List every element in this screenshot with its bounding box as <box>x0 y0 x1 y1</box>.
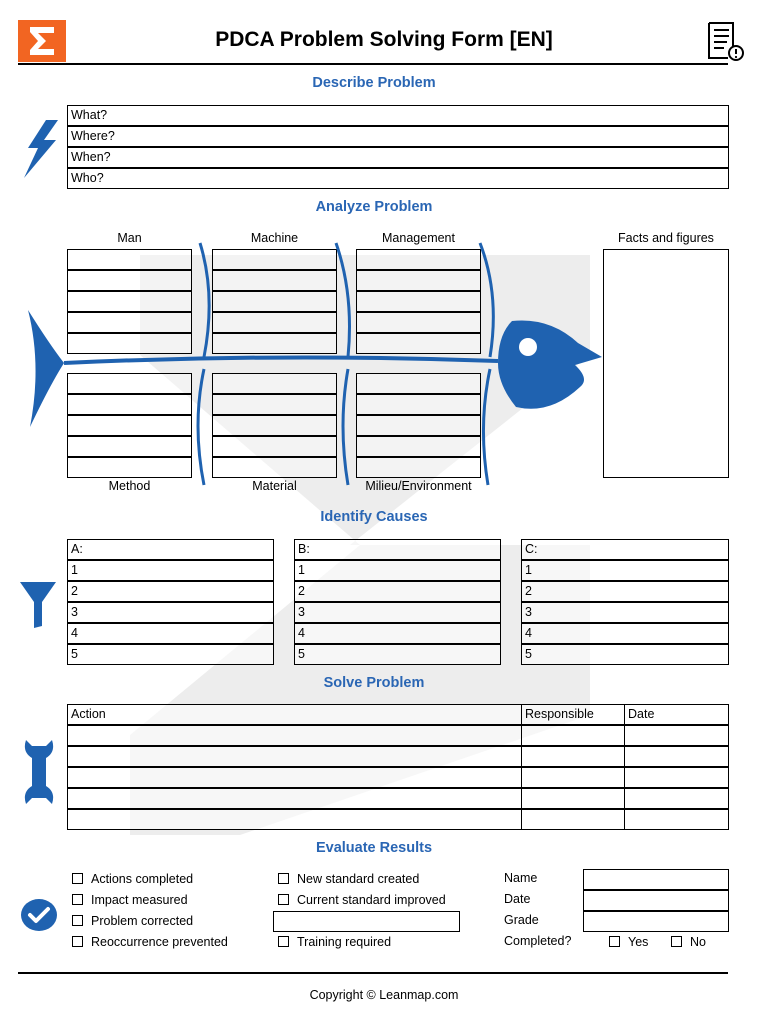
analyze-problem-title: Analyze Problem <box>315 199 433 215</box>
cause-c-row-field[interactable] <box>521 560 729 581</box>
date-field[interactable] <box>624 809 729 830</box>
responsible-column-header: Responsible <box>521 704 625 725</box>
copyright-text: Copyright © Leanmap.com <box>309 988 459 1002</box>
cause-b-row-field[interactable] <box>294 581 501 602</box>
grade-label: Grade <box>504 913 539 927</box>
action-field[interactable] <box>67 767 522 788</box>
responsible-field[interactable] <box>521 725 625 746</box>
cause-c-row-number: 5 <box>525 647 532 661</box>
describe-where-field[interactable] <box>67 126 729 147</box>
cause-a-row-number: 5 <box>71 647 78 661</box>
category-method-label: Method <box>108 479 151 493</box>
cause-b-row-field[interactable] <box>294 623 501 644</box>
cause-c-row-field[interactable] <box>521 644 729 665</box>
describe-when-field[interactable] <box>67 147 729 168</box>
action-column-header: Action <box>67 704 522 725</box>
facts-figures-field[interactable] <box>603 249 729 478</box>
completed-yes-checkbox[interactable]: Yes <box>609 934 648 950</box>
filter-funnel-icon <box>18 578 58 630</box>
describe-where-label: Where? <box>71 129 115 143</box>
evaluate-results-title: Evaluate Results <box>315 840 433 856</box>
impact-measured-checkbox[interactable]: Impact measured <box>72 892 188 908</box>
cause-c-header-label: C: <box>525 542 538 556</box>
fishbone-icon <box>20 235 610 495</box>
facts-figures-label: Facts and figures <box>618 231 714 245</box>
name-field[interactable] <box>583 869 729 890</box>
describe-who-label: Who? <box>71 171 104 185</box>
cause-a-row-field[interactable] <box>67 623 274 644</box>
new-standard-created-checkbox[interactable]: New standard created <box>278 871 419 887</box>
cause-b-row-field[interactable] <box>294 644 501 665</box>
completed-label: Completed? <box>504 934 572 948</box>
completed-no-checkbox[interactable]: No <box>671 934 706 950</box>
action-field[interactable] <box>67 746 522 767</box>
cause-b-row-field[interactable] <box>294 602 501 623</box>
cause-a-row-number: 1 <box>71 563 78 577</box>
date-column-header: Date <box>624 704 729 725</box>
cause-a-row-number: 2 <box>71 584 78 598</box>
category-milieu-label: Milieu/Environment <box>365 479 472 493</box>
cause-c-row-field[interactable] <box>521 602 729 623</box>
date-field[interactable] <box>624 788 729 809</box>
grade-field[interactable] <box>583 911 729 932</box>
cause-a-row-field[interactable] <box>67 602 274 623</box>
training-required-checkbox[interactable]: Training required <box>278 934 391 950</box>
reoccurrence-prevented-checkbox[interactable]: Reoccurrence prevented <box>72 934 228 950</box>
other-evaluation-field[interactable] <box>273 911 460 932</box>
action-field[interactable] <box>67 725 522 746</box>
describe-who-field[interactable] <box>67 168 729 189</box>
cause-c-row-field[interactable] <box>521 581 729 602</box>
actions-completed-checkbox[interactable]: Actions completed <box>72 871 193 887</box>
cause-a-row-field[interactable] <box>67 560 274 581</box>
document-alert-icon <box>703 20 747 62</box>
date-label: Date <box>504 892 531 906</box>
current-standard-improved-checkbox[interactable]: Current standard improved <box>278 892 446 908</box>
lightning-icon <box>20 118 62 180</box>
solve-problem-title: Solve Problem <box>323 675 425 691</box>
date-field[interactable] <box>624 767 729 788</box>
action-field[interactable] <box>67 809 522 830</box>
cause-c-row-number: 2 <box>525 584 532 598</box>
header-divider <box>18 63 728 65</box>
cause-a-header-label: A: <box>71 542 83 556</box>
cause-b-row-number: 2 <box>298 584 305 598</box>
category-man-label: Man <box>117 231 142 245</box>
cause-b-row-field[interactable] <box>294 560 501 581</box>
cause-c-row-number: 3 <box>525 605 532 619</box>
responsible-field[interactable] <box>521 767 625 788</box>
cause-a-header-field[interactable] <box>67 539 274 560</box>
page-title: PDCA Problem Solving Form [EN] <box>215 28 553 51</box>
cause-c-header-field[interactable] <box>521 539 729 560</box>
cause-b-row-number: 1 <box>298 563 305 577</box>
cause-a-row-number: 4 <box>71 626 78 640</box>
describe-what-label: What? <box>71 108 108 122</box>
checkmark-circle-icon <box>20 898 58 932</box>
date-field[interactable] <box>624 746 729 767</box>
category-machine-label: Machine <box>250 231 299 245</box>
identify-causes-title: Identify Causes <box>320 509 428 525</box>
cause-b-row-number: 5 <box>298 647 305 661</box>
date-field[interactable] <box>624 725 729 746</box>
cause-a-row-number: 3 <box>71 605 78 619</box>
cause-b-header-label: B: <box>298 542 310 556</box>
category-material-label: Material <box>252 479 297 493</box>
name-label: Name <box>504 871 538 885</box>
wrench-icon <box>22 736 56 808</box>
cause-b-row-number: 3 <box>298 605 305 619</box>
cause-b-row-number: 4 <box>298 626 305 640</box>
cause-c-row-number: 4 <box>525 626 532 640</box>
describe-when-label: When? <box>71 150 111 164</box>
date-field[interactable] <box>583 890 729 911</box>
describe-problem-title: Describe Problem <box>312 75 436 91</box>
cause-c-row-number: 1 <box>525 563 532 577</box>
cause-c-row-field[interactable] <box>521 623 729 644</box>
responsible-field[interactable] <box>521 788 625 809</box>
cause-a-row-field[interactable] <box>67 644 274 665</box>
category-management-label: Management <box>382 231 455 245</box>
problem-corrected-checkbox[interactable]: Problem corrected <box>72 913 193 929</box>
action-field[interactable] <box>67 788 522 809</box>
cause-b-header-field[interactable] <box>294 539 501 560</box>
responsible-field[interactable] <box>521 746 625 767</box>
responsible-field[interactable] <box>521 809 625 830</box>
cause-a-row-field[interactable] <box>67 581 274 602</box>
footer-divider <box>18 972 728 974</box>
describe-what-field[interactable] <box>67 105 729 126</box>
